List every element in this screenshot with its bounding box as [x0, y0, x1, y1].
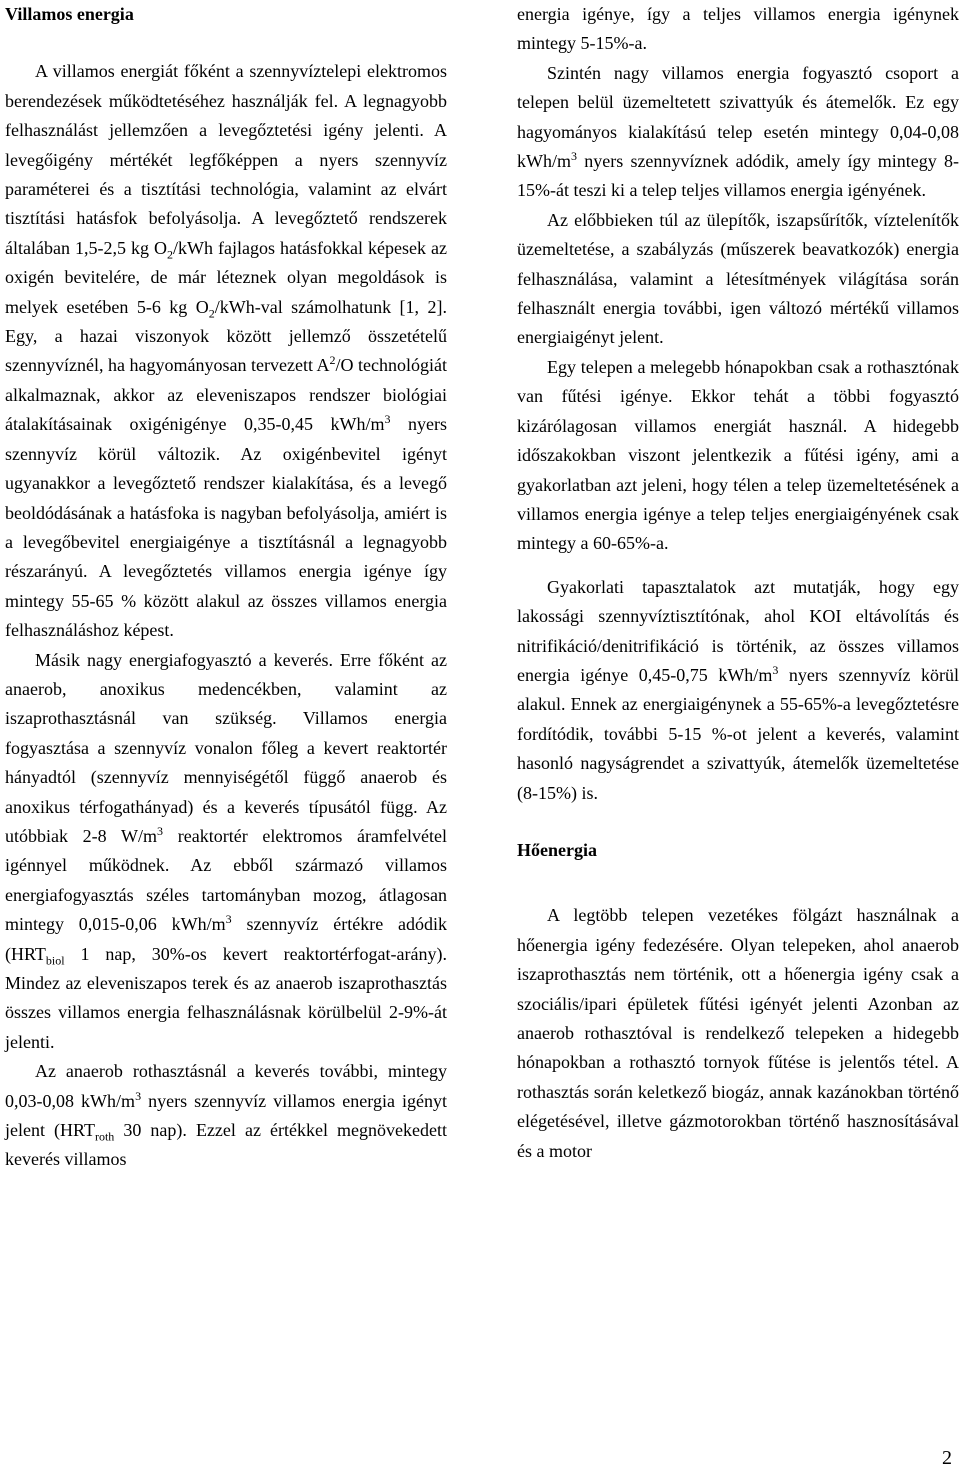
paragraph-heat-energy: A legtöbb telepen vezetékes fölgázt használnak a hőenergia igény fedezésére. Olyan telepeken, ahol anaerob iszaprothasztás nem történik, ott a hőenergia igény csak a szociális/ipari épületek fűtési igényét jelenti Azonban az anaerob rothasztóval is rendelkező telepeken a hidegebb hónapokban a rothasztó tornyok fűtése is jelentős tétel. A rothasztás során keletkező biogáz, annak kazánokban történő elégetésével, illetve gázmotorokban történő hasznosításával és a motor	[517, 905, 959, 1161]
text-run: nyers szennyvíznek adódik, amely így mintegy 8-15%-át teszi ki a telep teljes villamos energia igényének.	[517, 151, 959, 201]
superscript: 3	[225, 912, 232, 927]
subscript: 2	[208, 306, 215, 321]
superscript: 3	[135, 1088, 142, 1103]
subscript: roth	[94, 1129, 115, 1144]
text-run: nyers szennyvíz körül alakul. Ennek az energiaigénynek a 55-65%-a levegőztetésre fordítódik, további 5-15 %-ot jelent a keverés, valamint hasonló nagyságrendet a szivattyúk, átemelők üzemeltetése (8-15%) is.	[517, 664, 959, 803]
text-run: nyers szennyvíz körül változik. Az oxigénbevitel igényt ugyanakkor a levegőztető rendszer kialakítása, és a levegő beoldódásának a hatásfoka is nagyban befolyásolja, amiért is a levegőbevitel energiaigénye a tisztításnál a legnagyobb részarányú. A levegőztetés villamos energia igénye így mintegy 55-65 % között alakul az összes villamos energia felhasználáshoz képest.	[5, 414, 447, 641]
paragraph-anaerobic-digestion	[5, 1057, 447, 1175]
paragraph-pumps	[517, 59, 959, 206]
superscript: 2	[329, 353, 336, 368]
subscript: 2	[167, 247, 174, 262]
paragraph-continuation: energia igénye, így a teljes villamos energia igénynek mintegy 5-15%-a.	[517, 4, 959, 54]
section-heading-electric-energy: Villamos energia	[5, 4, 134, 24]
page-number: 2	[942, 1447, 952, 1469]
right-column	[517, 0, 959, 1166]
superscript: 3	[384, 412, 391, 427]
text-run: /kWh-val számolhatunk [1, 2]. Egy, a hazai viszonyok között jellemző összetételű szennyvíznél, ha hagyományosan tervezett A	[5, 296, 447, 376]
text-run: Gyakorlati tapasztalatok azt mutatják, hogy egy lakossági szennyvíztisztítónak, ahol KOI eltávolítás és nitrifikáció/denitrifikáció is történik, az összes villamos energia igénye 0,45-0,75 kWh/m	[517, 576, 959, 685]
paragraph-aeration	[5, 57, 447, 645]
paragraph-other-consumers: Az előbbieken túl az ülepítők, iszapsűrítők, víztelenítők üzemeltetése, a szabályzás (műszerek beavatkozók) energia felhasználása, valamint a létesítmények világítása során felhasznált energia további, igen változó mértékű villamos energiaigényt jelent.	[517, 209, 959, 348]
left-column	[5, 0, 447, 1175]
text-run: Szintén nagy villamos energia fogyasztó csoport a telepen belül üzemeltetett szivattyúk és átemelők. Ez egy hagyományos kialakítású telep esetén mintegy 0,04-0,08 kWh/m	[517, 62, 959, 172]
paragraph-seasonal: Egy telepen a melegebb hónapokban csak a rothasztónak van fűtési igénye. Ekkor tehát a többi fogyasztó kizárólagosan villamos energiát használ. A hidegebb időszakokban viszont jelentkezik a fűtési igény, ami a gyakorlatban azt jeleni, hogy télen a telep üzemeltetésének a villamos energia igénye a telep teljes energiaigényének csak mintegy a 60-65%-a.	[517, 356, 959, 554]
text-run: 1 nap, 30%-os kevert reaktortérfogat-arány). Mindez az eleveniszapos terek és az anaerob iszaprothasztás összes villamos energia felhasználásnak körülbelül 2-9%-át jelenti.	[5, 943, 447, 1052]
text-run: Az anaerob rothasztásnál a keverés további, mintegy 0,03-0,08 kWh/m	[5, 1061, 447, 1111]
text-run: /kWh fajlagos hatásfokkal képesek az oxigén bevitelére, de már léteznek olyan megoldások is melyek esetében 5-6 kg O	[5, 237, 448, 317]
text-run: 30 nap). Ezzel az értékkel megnövekedett keverés villamos	[5, 1120, 447, 1170]
subscript: biol	[45, 953, 65, 968]
text-run: A villamos energiát főként a szennyvíztelepi elektromos berendezések működtetéséhez használják fel. A legnagyobb felhasználást jellemzően a levegőztetési igény jelenti. A levegőigény mértékét legfőképpen a nyers szennyvíz paraméterei és a tisztítási technológia, valamint az elvárt tisztítási hatásfok befolyásolja. A levegőztető rendszerek általában 1,5-2,5 kg O	[5, 61, 447, 258]
superscript: 3	[772, 662, 779, 677]
paragraph-mixing	[5, 646, 447, 1058]
superscript: 3	[571, 149, 577, 164]
text-run: Másik nagy energiafogyasztó a keverés. Erre főként az anaerob, anoxikus medencékben, valamint az iszaprothasztásnál van szükség. Villamos energia fogyasztása a szennyvíz vonalon főleg a kevert reaktortér hányadtól (szennyvíz mennyiségétől függő anaerob és anoxikus térfogathányad) és a keverés típusától függ. Az utóbbiak 2-8 W/m	[5, 649, 447, 846]
text-run: reaktortér elektromos áramfelvétel igénnyel működnek. Az ebből származó villamos energiafogyasztás széles tartományban mozog, átlagosan mintegy 0,015-0,06 kWh/m	[5, 825, 447, 935]
text-run: nyers szennyvíz villamos energia igényt jelent (HRT	[5, 1090, 447, 1141]
superscript: 3	[157, 823, 164, 838]
text-run: /O technológiát alkalmaznak, akkor az eleveniszapos rendszer biológiai átalakításainak oxigénigénye 0,35-0,45 kWh/m	[5, 355, 447, 435]
text-run: szennyvíz értékre adódik (HRT	[5, 914, 448, 964]
section-heading-heat-energy: Hőenergia	[517, 839, 597, 860]
paragraph-practical-experience	[517, 573, 959, 808]
